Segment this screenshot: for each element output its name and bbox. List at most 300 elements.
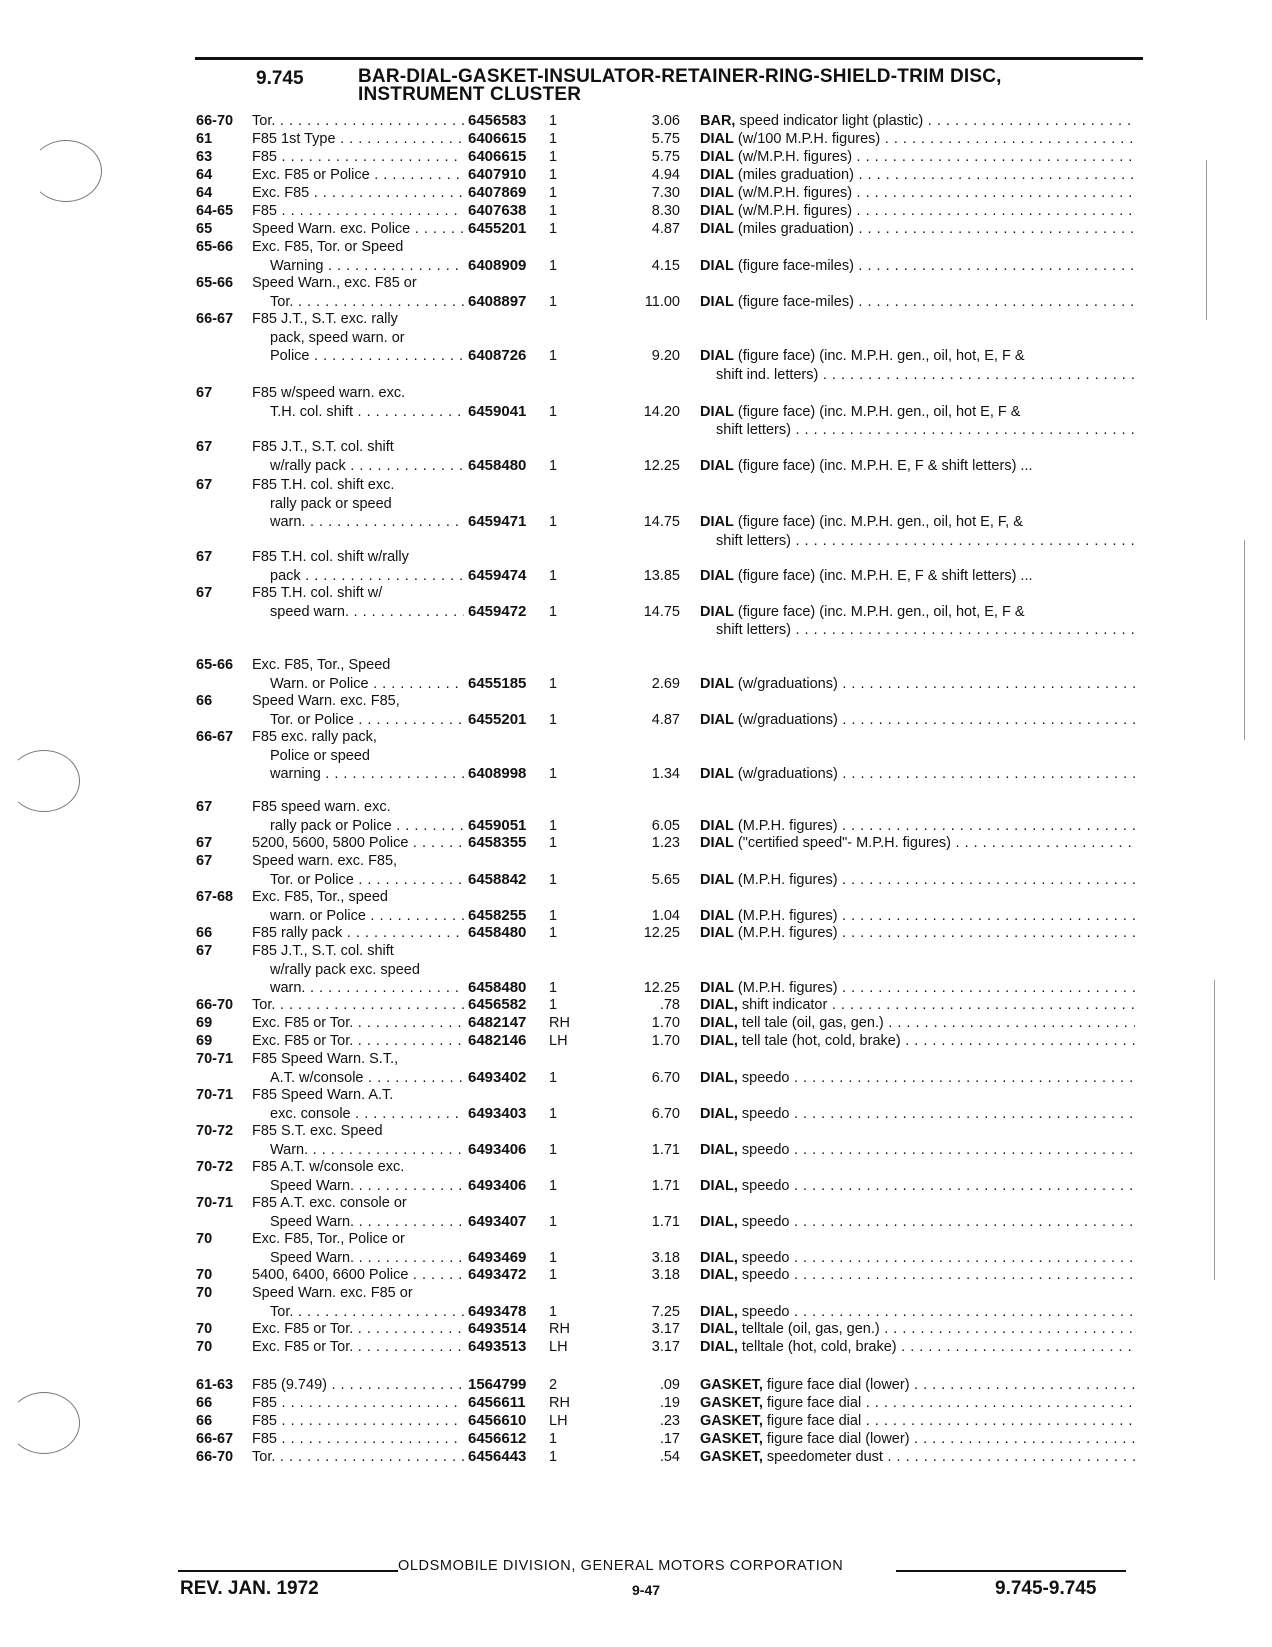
model-application [252,438,464,475]
part-number: 6456612 [468,1430,527,1447]
part-keyword: DIAL, [700,1339,738,1355]
description-text: (figure face) (inc. M.P.H. E, F & shift letters) ... [737,457,1033,474]
price: 4.87 [651,711,680,728]
part-description [700,1032,1135,1051]
year-range: 70-72 [196,1123,234,1139]
part-description [700,1412,1135,1431]
model-line [252,238,464,257]
quantity: 1 [549,907,558,924]
description-line [700,711,1135,730]
model-text: Exc. F85, Tor., speed [252,889,388,905]
part-number: 6455201 [468,710,527,728]
part-description [700,675,1135,694]
year-range: 70-71 [196,1195,234,1211]
model-line [252,888,464,907]
price: 3.18 [651,1249,680,1266]
description-text: shift ind. letters) [716,366,819,383]
description-line [700,1303,1135,1322]
part-keyword: DIAL [700,871,734,888]
year-range: 70 [196,1267,213,1283]
description-text: speedo [741,1249,790,1266]
part-number: 1564799 [468,1376,527,1393]
footer-rule-left [178,1570,398,1572]
model-line [252,871,464,890]
description-line [700,1014,1135,1033]
model-application [252,130,464,149]
part-number: 6456582 [468,996,527,1013]
scan-edge-mark [1244,540,1245,740]
model-text: Tor. [252,113,276,129]
description-text: (figure face-miles) [737,293,854,310]
model-text: Warning [270,257,324,274]
model-line [252,274,464,293]
year-range: 64 [196,167,213,183]
model-text: Exc. F85, Tor., Police or [252,1231,405,1247]
price: 3.17 [651,1339,680,1355]
year-range: 66-67 [196,1431,234,1447]
description-line [700,532,1135,551]
model-text: F85 1st Type [252,131,336,147]
part-number: 6407638 [468,202,527,219]
model-application [252,310,464,366]
part-keyword: DIAL [700,457,734,474]
binder-hole-mark [8,750,80,812]
description-line [700,1105,1135,1124]
description-text: (M.P.H. figures) [737,925,838,941]
price: 14.75 [643,514,680,531]
price: 13.85 [643,567,680,584]
quantity: 1 [549,980,558,997]
part-keyword: DIAL [700,711,734,728]
model-application [252,112,464,131]
part-description [700,1213,1135,1232]
part-keyword: DIAL, [700,997,738,1013]
description-text: ("certified speed"- M.P.H. figures) [737,835,951,851]
model-text: Speed Warn. [270,1249,355,1266]
price: 1.71 [651,1141,680,1158]
year-range: 67 [196,439,213,455]
model-text: Speed warn. exc. F85, [252,853,398,869]
description-text: (w/graduations) [737,711,838,728]
quantity: 1 [549,514,558,531]
model-text: F85 [252,1395,277,1411]
model-line [252,1448,464,1467]
model-text: Exc. F85 or Tor. [252,1339,354,1355]
part-number: 6493407 [468,1212,527,1230]
part-keyword: GASKET, [700,1377,763,1393]
part-number: 6455185 [468,674,527,692]
quantity: 1 [549,1267,558,1283]
quantity: 1 [549,675,558,692]
year-range: 61-63 [196,1377,234,1393]
part-keyword: BAR, [700,113,736,129]
part-number: 6482146 [468,1032,527,1049]
part-keyword: DIAL [700,925,734,941]
model-line [252,310,464,329]
part-number: 6458842 [468,870,527,888]
part-description [700,603,1135,640]
model-text: A.T. w/console [270,1069,364,1086]
description-line [700,1412,1135,1431]
price: 9.20 [651,348,680,365]
model-text: F85 [252,1413,277,1429]
scan-edge-mark [1214,980,1215,1280]
model-text: Speed Warn. [270,1177,355,1194]
description-text: telltale (hot, cold, brake) [741,1339,897,1355]
year-range: 66-67 [196,311,234,327]
quantity: LH [549,1033,568,1049]
description-text: (M.P.H. figures) [737,907,838,924]
part-number: 6493472 [468,1266,527,1283]
model-line [252,711,464,730]
model-text: Exc. F85, Tor., Speed [252,657,391,673]
part-description [700,1141,1135,1160]
description-line [700,1177,1135,1196]
model-application [252,584,464,621]
quantity: 1 [549,149,558,165]
model-line [252,1032,464,1051]
price: 1.23 [651,835,680,851]
description-text: speedo [741,1213,790,1230]
description-line [700,202,1135,221]
part-keyword: DIAL [700,203,734,219]
part-number: 6408726 [468,347,527,365]
model-line [252,148,464,167]
year-range: 65-66 [196,239,234,255]
binder-hole-mark [30,140,102,202]
description-line [700,293,1135,312]
part-description [700,1266,1135,1285]
part-keyword: DIAL [700,603,734,620]
part-number: 6408998 [468,765,527,783]
part-number: 6407869 [468,184,527,201]
part-number: 6455201 [468,220,527,237]
model-text: Exc. F85 or Tor. [252,1015,354,1031]
model-line [252,979,464,998]
model-application [252,1376,464,1395]
footer-page-number: 9-47 [632,1582,661,1598]
part-keyword: DIAL [700,149,734,165]
part-keyword: DIAL [700,907,734,924]
part-number: 6459472 [468,602,527,620]
model-line [252,567,464,586]
model-line [252,1050,464,1069]
model-application [252,184,464,203]
description-line [700,421,1135,440]
price: 12.25 [643,925,680,941]
model-line [252,166,464,185]
part-description [700,148,1135,167]
model-text: F85 w/speed warn. exc. [252,385,406,401]
price: 5.65 [651,871,680,888]
model-line [252,112,464,131]
quantity: 1 [549,871,558,888]
model-text: 5200, 5600, 5800 Police [252,835,409,851]
price: .09 [659,1377,680,1393]
part-description [700,1430,1135,1449]
part-keyword: DIAL [700,348,734,365]
model-line [252,765,464,784]
model-text: F85 rally pack [252,925,343,941]
model-text: Warn. [270,1141,309,1158]
description-text: (w/M.P.H. figures) [737,185,853,201]
binder-hole-mark [8,1392,80,1454]
model-line [252,329,464,348]
part-keyword: DIAL, [700,1249,738,1266]
price: .19 [659,1395,680,1411]
part-keyword: GASKET, [700,1431,763,1447]
description-text: speedo [741,1177,790,1194]
part-number: 6456611 [468,1394,526,1411]
price: 4.15 [651,257,680,274]
model-text: Exc. F85 [252,185,310,201]
description-line [700,1394,1135,1413]
description-line [700,567,1135,586]
model-application [252,1230,464,1267]
model-text: Speed Warn., exc. F85 or [252,275,417,291]
model-application [252,924,464,943]
model-application [252,996,464,1015]
model-line [252,584,464,603]
model-text: F85 T.H. col. shift exc. [252,477,395,493]
part-description [700,567,1135,586]
model-application [252,548,464,585]
description-line [700,184,1135,203]
model-line [252,817,464,836]
model-line [252,548,464,567]
year-range: 70 [196,1231,213,1247]
model-text: Speed Warn. exc. Police [252,221,411,237]
description-line [700,621,1135,640]
part-description [700,834,1135,853]
model-application [252,852,464,889]
model-application [252,476,464,532]
year-range: 67 [196,585,213,601]
model-text: rally pack or speed [270,495,392,512]
model-text: warning [270,766,321,783]
year-range: 67 [196,549,213,565]
model-text: Tor. [252,1449,276,1465]
scan-edge-mark [1206,160,1207,320]
year-range: 70 [196,1285,213,1301]
part-keyword: DIAL [700,167,734,183]
part-keyword: DIAL [700,185,734,201]
model-application [252,202,464,221]
price: .17 [659,1431,680,1447]
description-text: (figure face) (inc. M.P.H. gen., oil, hot, E, F & [737,603,1025,620]
part-keyword: DIAL [700,131,734,147]
model-line [252,834,464,853]
model-text: Exc. F85 or Tor. [252,1033,354,1049]
part-keyword: DIAL [700,567,734,584]
description-line [700,1376,1135,1395]
description-line [700,1069,1135,1088]
description-line [700,675,1135,694]
year-range: 66 [196,925,213,941]
price: 3.06 [651,113,680,129]
description-line [700,765,1135,784]
model-line [252,1338,464,1357]
model-line [252,202,464,221]
part-description [700,166,1135,185]
description-text: speedo [741,1069,790,1086]
model-line [252,220,464,239]
year-range: 67 [196,477,213,493]
model-text: F85 [252,1431,277,1447]
model-text: Tor. [252,997,276,1013]
model-line [252,798,464,817]
description-line [700,1338,1135,1357]
model-text: pack, speed warn. or [270,329,405,346]
year-range: 65-66 [196,657,234,673]
part-description [700,130,1135,149]
part-number: 6458355 [468,834,527,851]
price: 1.71 [651,1213,680,1230]
model-line [252,1376,464,1395]
price: .78 [659,997,680,1013]
description-text: shift letters) [716,422,791,439]
price: 14.20 [643,403,680,420]
part-keyword: DIAL, [700,1321,738,1337]
year-range: 70 [196,1321,213,1337]
year-range: 66 [196,693,213,709]
model-text: Speed Warn. exc. F85, [252,693,400,709]
description-text: (miles graduation) [737,221,854,237]
part-description [700,293,1135,312]
part-number: 6493478 [468,1302,527,1320]
quantity: 1 [549,766,558,783]
description-line [700,1032,1135,1051]
price: 7.30 [651,185,680,201]
year-range: 64-65 [196,203,234,219]
model-text: rally pack or Police [270,817,392,834]
quantity: 1 [549,1303,558,1320]
description-line [700,979,1135,998]
year-range: 67 [196,835,213,851]
model-text: F85 J.T., S.T. col. shift [252,943,394,959]
part-description [700,1014,1135,1033]
year-range: 66-70 [196,113,234,129]
model-text: w/rally pack [270,457,346,474]
price: 3.17 [651,1321,680,1337]
quantity: 1 [549,203,558,219]
description-text: tell tale (hot, cold, brake) [741,1033,901,1049]
model-text: Tor. [270,293,294,310]
description-text: figure face dial [766,1413,862,1429]
model-line [252,1069,464,1088]
part-keyword: DIAL, [700,1177,738,1194]
part-number: 6406615 [468,130,527,147]
quantity: 1 [549,997,558,1013]
part-keyword: DIAL [700,257,734,274]
description-line [700,996,1135,1015]
description-line [700,257,1135,276]
part-description [700,711,1135,730]
model-text: F85 J.T., S.T. col. shift [252,439,394,455]
part-number: 6459041 [468,402,527,420]
part-description [700,202,1135,221]
part-number: 6408909 [468,256,527,274]
year-range: 64 [196,185,213,201]
model-line [252,184,464,203]
year-range: 70 [196,1339,213,1355]
footer-revision: REV. JAN. 1972 [180,1578,319,1599]
model-text: exc. console [270,1105,351,1122]
part-keyword: DIAL, [700,1303,738,1320]
model-line [252,692,464,711]
price: 11.00 [644,293,680,310]
quantity: 1 [549,257,558,274]
model-application [252,1032,464,1051]
quantity: 1 [549,603,558,620]
model-text: speed warn. [270,603,349,620]
part-number: 6493406 [468,1140,527,1158]
model-application [252,1430,464,1449]
model-application [252,220,464,239]
part-description [700,1177,1135,1196]
part-number: 6493469 [468,1248,527,1266]
description-line [700,166,1135,185]
part-description [700,1338,1135,1357]
model-line [252,1158,464,1177]
description-line [700,112,1135,131]
price: 7.25 [651,1303,680,1320]
part-number: 6406615 [468,148,527,165]
description-text: (figure face) (inc. M.P.H. E, F & shift letters) ... [737,567,1033,584]
description-text: speed indicator light (plastic) [739,113,924,129]
part-keyword: DIAL [700,835,734,851]
description-text: speedometer dust [766,1449,883,1465]
quantity: 2 [549,1377,558,1393]
model-line [252,996,464,1015]
part-description [700,1303,1135,1322]
price: 6.70 [651,1069,680,1086]
description-text: (miles graduation) [737,167,854,183]
price: 1.04 [651,907,680,924]
section-number: 9.745 [256,68,304,89]
price: 6.05 [651,817,680,834]
description-line [700,130,1135,149]
model-text: F85 T.H. col. shift w/rally [252,549,409,565]
description-text: speedo [741,1141,790,1158]
model-application [252,1412,464,1431]
part-number: 6456443 [468,1448,527,1465]
part-keyword: GASKET, [700,1413,763,1429]
part-description [700,220,1135,239]
year-range: 65-66 [196,275,234,291]
model-application [252,942,464,998]
part-number: 6459474 [468,566,527,584]
part-description [700,513,1135,550]
quantity: 1 [549,167,558,183]
part-number: 6493406 [468,1176,527,1194]
section-title-line2: INSTRUMENT CLUSTER [358,84,582,105]
description-text: (M.P.H. figures) [737,980,838,997]
description-text: (figure face-miles) [737,257,854,274]
price: 12.25 [643,457,680,474]
description-text: shift letters) [716,622,791,639]
description-text: (figure face) (inc. M.P.H. gen., oil, hot E, F, & [737,514,1023,531]
description-line [700,347,1135,366]
part-description [700,924,1135,943]
part-description [700,871,1135,890]
description-line [700,924,1135,943]
model-line [252,747,464,766]
year-range: 69 [196,1033,213,1049]
quantity: 1 [549,1449,558,1465]
part-description [700,1069,1135,1088]
description-text: (w/M.P.H. figures) [737,149,853,165]
